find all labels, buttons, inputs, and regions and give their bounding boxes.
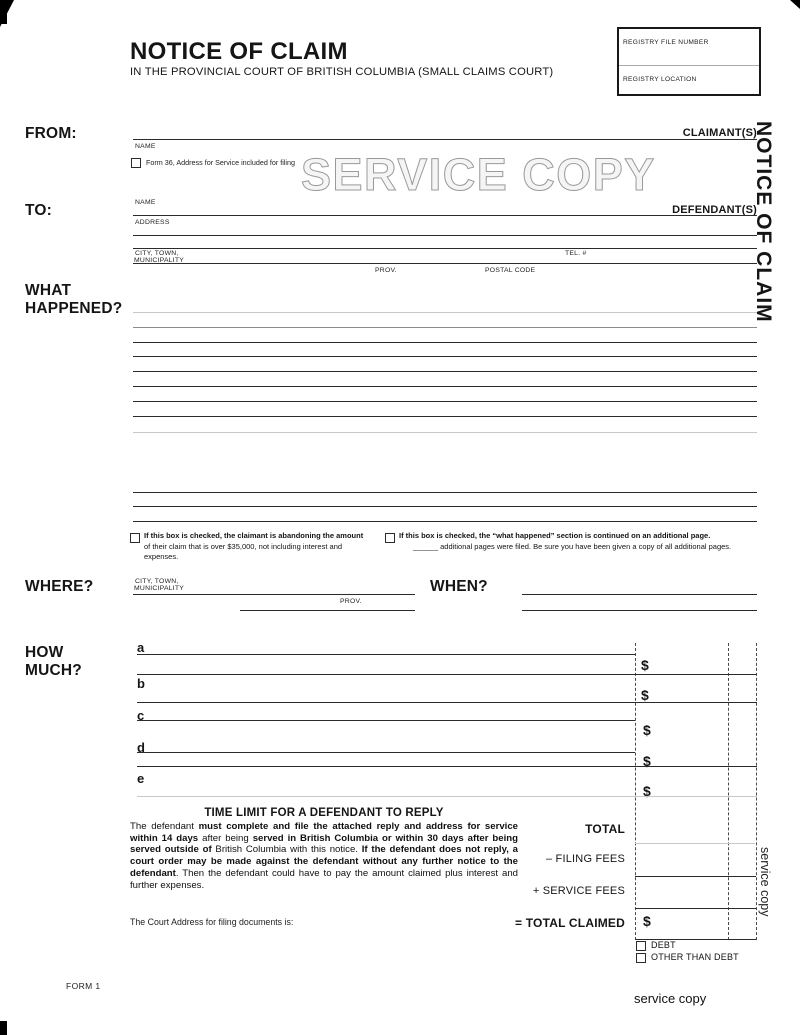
claimants-label: CLAIMANT(S) (682, 127, 757, 139)
scan-artifact (0, 1021, 7, 1035)
what-happened-line (133, 356, 757, 357)
row-separator-line (137, 766, 757, 767)
where-label: WHERE? (25, 578, 94, 595)
what-happened-line (133, 506, 757, 507)
cents-column-dashed-line (728, 643, 729, 940)
how-much-row-letter: e (137, 771, 145, 786)
additional-pages-checkbox[interactable] (385, 533, 395, 543)
total-claimed-label: = TOTAL CLAIMED (514, 916, 625, 930)
row-separator-line (137, 674, 757, 675)
where-city-line (133, 594, 415, 595)
when-label: WHEN? (430, 578, 488, 595)
what-happened-line (133, 386, 757, 387)
how-much-row-letter: d (137, 740, 145, 755)
amount-dollar-sign: $ (643, 722, 651, 738)
to-postal-code-field-label: POSTAL CODE (485, 267, 536, 274)
how-much-row-line (137, 752, 635, 753)
service-fees-line (635, 908, 756, 909)
what-happened-line (133, 416, 757, 417)
registry-file-number-label: REGISTRY FILE NUMBER (623, 39, 709, 46)
how-much-row-letter: b (137, 676, 145, 691)
amount-column-dashed-line (635, 643, 636, 940)
abandon-amount-note: If this box is checked, the claimant is abandoning the amount of their claim that is over $35,000, not including interest and expenses. (144, 531, 364, 562)
total-claimed-dollar-sign: $ (643, 913, 651, 929)
time-limit-heading: TIME LIMIT FOR A DEFENDANT TO REPLY (204, 807, 444, 819)
other-than-debt-checkbox-label: OTHER THAN DEBT (651, 952, 739, 962)
registry-location-label: REGISTRY LOCATION (623, 76, 697, 83)
where-municipality-field-label: MUNICIPALITY (134, 585, 185, 592)
where-prov-field-label: PROV. (340, 598, 362, 605)
where-city-field-label: CITY, TOWN, (135, 578, 179, 585)
registry-file-number-cell[interactable] (619, 29, 759, 66)
what-happened-line (133, 492, 757, 493)
what-happened-line (133, 371, 757, 372)
to-address-line-2 (133, 248, 757, 249)
form-number-label: FORM 1 (66, 981, 101, 991)
row-separator-line (137, 796, 757, 797)
when-line-1 (522, 594, 757, 595)
other-than-debt-checkbox[interactable] (636, 953, 646, 963)
from-name-line (133, 139, 757, 140)
when-line-2 (522, 610, 757, 611)
where-prov-line (240, 610, 415, 611)
to-label: TO: (25, 202, 53, 219)
what-happened-line (133, 327, 757, 328)
abandon-amount-checkbox[interactable] (130, 533, 140, 543)
how-much-label: HOW MUCH? (25, 644, 82, 679)
from-name-field-label: NAME (135, 143, 156, 150)
form36-checkbox[interactable] (131, 158, 141, 168)
page-subtitle: IN THE PROVINCIAL COURT OF BRITISH COLUMBIA (SMALL CLAIMS COURT) (130, 66, 554, 78)
to-name-line (133, 215, 757, 216)
total-line (635, 843, 755, 844)
scan-artifact (790, 0, 800, 9)
amount-dollar-sign: $ (641, 657, 649, 673)
filing-fees-line (635, 876, 756, 877)
page-title: NOTICE OF CLAIM (130, 38, 348, 65)
what-happened-line (133, 312, 757, 313)
to-address-field-label: ADDRESS (135, 219, 170, 226)
defendants-label: DEFENDANT(S) (672, 204, 757, 216)
debt-checkbox[interactable] (636, 941, 646, 951)
registry-box (617, 27, 761, 96)
right-margin-dashed-line (756, 643, 757, 940)
what-happened-line (133, 521, 757, 522)
court-address-label: The Court Address for filing documents is: (130, 917, 294, 927)
how-much-row-line (137, 654, 635, 655)
scan-artifact (0, 8, 7, 24)
to-tel-field-label: TEL. # (565, 250, 587, 257)
filing-fees-label: – FILING FEES (545, 853, 625, 865)
service-copy-footer-label: service copy (634, 991, 707, 1006)
how-much-row-line (137, 720, 635, 721)
to-prov-field-label: PROV. (375, 267, 397, 274)
what-happened-label: WHAT HAPPENED? (25, 282, 123, 317)
amount-dollar-sign: $ (643, 753, 651, 769)
time-limit-body: The defendant must complete and file the attached reply and address for service within 14 days after being served in British Columbia or within 30 days after being served outside of British Columbia with this notice. If the defendant does not reply, a court order may be made against the defendant without any further notice to the defendant. Then the defendant could have to pay the amount claimed plus interest and further expenses. (130, 821, 519, 891)
what-happened-line (133, 342, 757, 343)
how-much-row-letter: a (137, 640, 145, 655)
from-label: FROM: (25, 125, 77, 142)
service-fees-label: + SERVICE FEES (532, 885, 625, 897)
to-address-line-1 (133, 235, 757, 236)
to-name-field-label: NAME (135, 199, 156, 206)
service-copy-vertical-label: service copy (758, 847, 772, 917)
to-city-field-label: CITY, TOWN, (135, 250, 179, 257)
to-municipality-field-label: MUNICIPALITY (134, 257, 185, 264)
to-city-line (133, 263, 757, 264)
what-happened-line (133, 401, 757, 402)
side-title-vertical: NOTICE OF CLAIM (752, 121, 775, 323)
additional-pages-note: If this box is checked, the “what happened” section is continued on an additional page. ______ additional pages were filed. Be sure you have been given a copy of all additional pages. (399, 531, 732, 551)
debt-checkbox-label: DEBT (651, 940, 676, 950)
form36-checkbox-label: Form 36, Address for Service included for filing (146, 158, 296, 167)
how-much-row-letter: c (137, 708, 145, 723)
total-label: TOTAL (585, 822, 625, 836)
amount-dollar-sign: $ (641, 687, 649, 703)
registry-location-cell[interactable] (619, 66, 759, 101)
service-copy-watermark: SERVICE COPY (301, 149, 656, 200)
what-happened-line (133, 432, 757, 433)
amount-dollar-sign: $ (643, 783, 651, 799)
row-separator-line (137, 702, 757, 703)
